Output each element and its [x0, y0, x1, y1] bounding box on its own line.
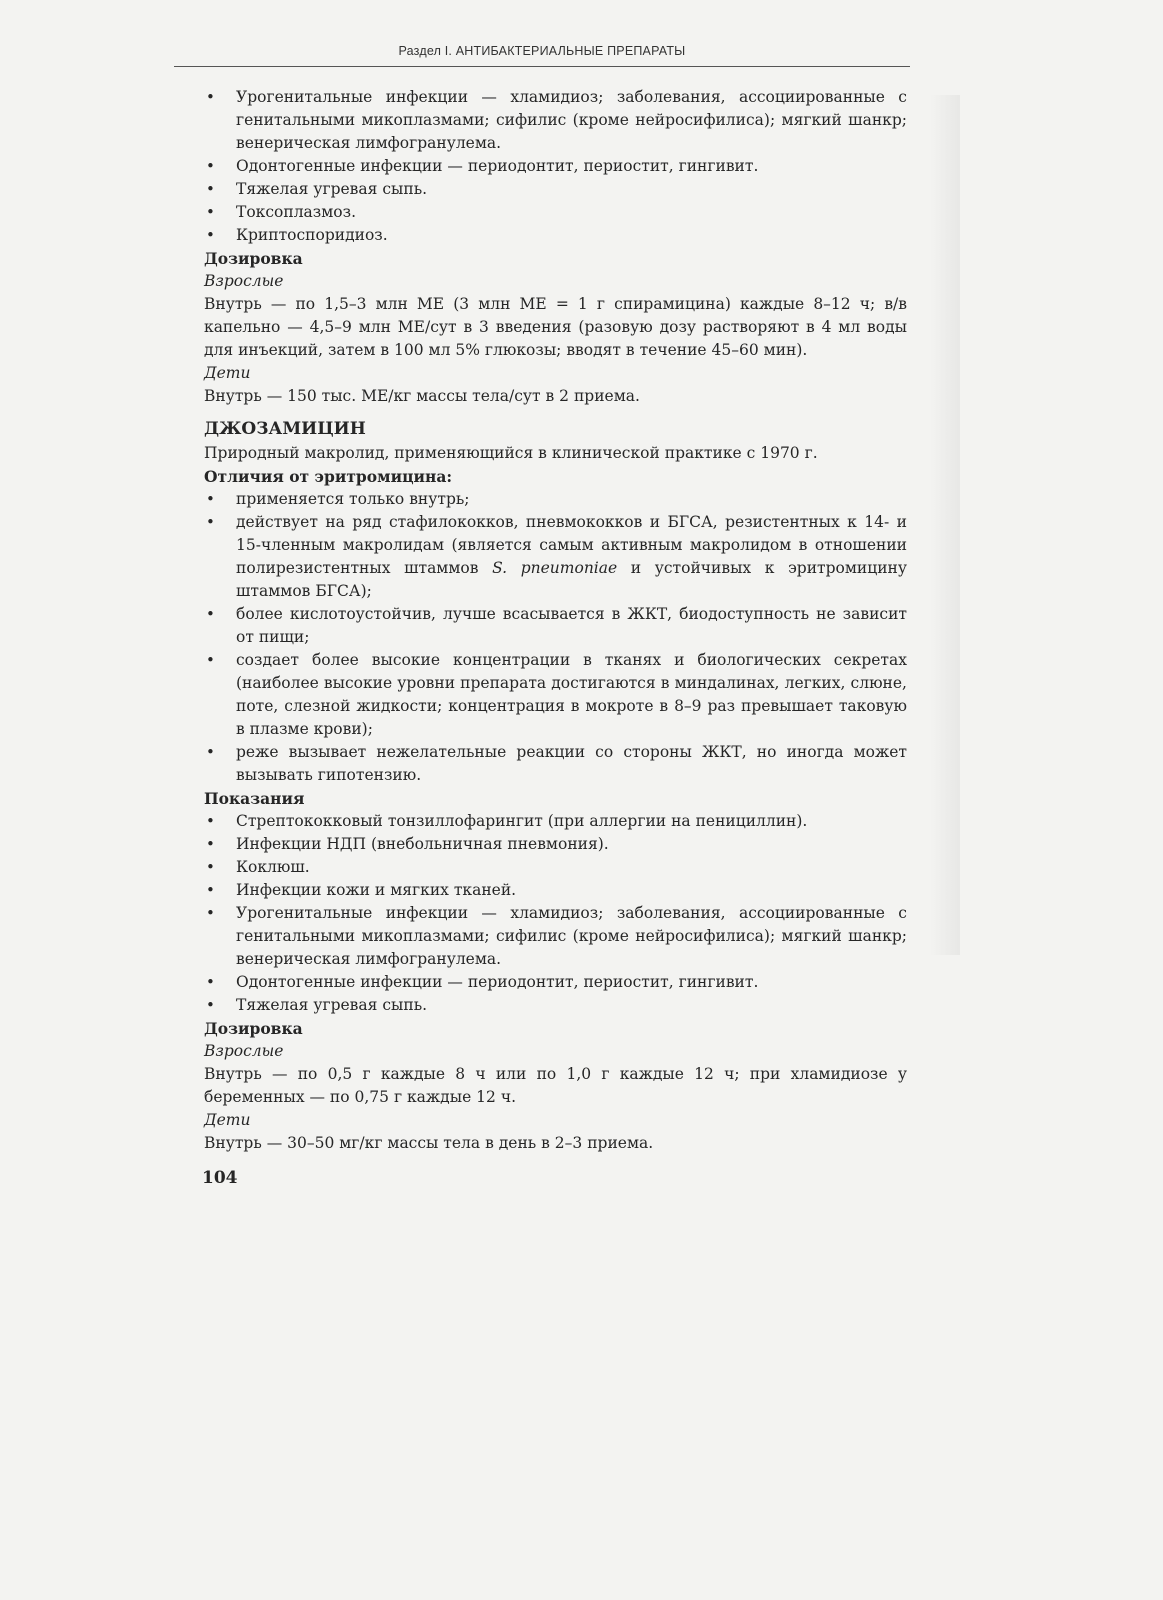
differences-list [204, 488, 907, 787]
list-item: • Урогенитальные инфекции — хламидиоз; заболевания, ассоциированные с генитальными микоплазмами; сифилис (кроме нейросифилиса); мягкий шанкр; венерическая лимфогранулема. [204, 86, 907, 155]
running-header: Раздел I. АНТИБАКТЕРИАЛЬНЫЕ ПРЕПАРАТЫ [398, 44, 686, 58]
list-item: • Инфекции кожи и мягких тканей. [204, 879, 907, 902]
children-dosage-text: Внутрь — 150 тыс. МЕ/кг массы тела/сут в 2 приема. [204, 387, 640, 405]
page-number: 104 [202, 1168, 238, 1188]
list-item: • Коклюш. [204, 856, 907, 879]
list-item: • Инфекции НДП (внебольничная пневмония). [204, 833, 907, 856]
adults-dosage-text: Внутрь — по 0,5 г каждые 8 ч или по 1,0 г каждые 12 ч; при хламидиозе у беременных — по 0,75 г каждые 12 ч. [204, 1065, 907, 1106]
list-item: • Тяжелая угревая сыпь. [204, 178, 907, 201]
list-item: • Криптоспоридиоз. [204, 224, 907, 247]
children-label: Дети [204, 364, 251, 382]
differences-heading: Отличия от эритромицина: [204, 467, 453, 486]
list-item: • создает более высокие концентрации в тканях и биологических секретах (наиболее высокие уровни препарата достигаются в миндалинах, легких, слюне, поте, слезной жидкости; концентрация в мокроте в 8–9 раз превышает таковую в плазме крови); [204, 649, 907, 741]
bleed-through-shadow [930, 95, 960, 955]
list-item: • Урогенитальные инфекции — хламидиоз; заболевания, ассоциированные с генитальными микоплазмами; сифилис (кроме нейросифилиса); мягкий шанкр; венерическая лимфогранулема. [204, 902, 907, 971]
dosage-heading: Дозировка [204, 1019, 303, 1038]
list-item: • Стрептококковый тонзиллофарингит (при аллергии на пенициллин). [204, 810, 907, 833]
children-dosage-text: Внутрь — 30–50 мг/кг массы тела в день в 2–3 приема. [204, 1134, 654, 1152]
list-item: • реже вызывает нежелательные реакции со стороны ЖКТ, но иногда может вызывать гипотензию. [204, 741, 907, 787]
top-list [204, 86, 907, 247]
indications-list [204, 810, 907, 1017]
drug-intro: Природный макролид, применяющийся в клинической практике с 1970 г. [204, 444, 818, 462]
adults-label: Взрослые [204, 1042, 284, 1060]
list-item: • Одонтогенные инфекции — периодонтит, периостит, гингивит. [204, 155, 907, 178]
list-item: • применяется только внутрь; [204, 488, 907, 511]
adults-dosage-text: Внутрь — по 1,5–3 млн МЕ (3 млн МЕ = 1 г спирамицина) каждые 8–12 ч; в/в капельно — 4,5–9 млн МЕ/сут в 3 введения (разовую дозу растворяют в 4 мл воды для инъекций, затем в 100 мл 5% глюкозы; вводят в течение 45–60 мин). [204, 295, 907, 359]
header-rule [174, 66, 910, 67]
adults-label: Взрослые [204, 272, 284, 290]
page-content [204, 86, 907, 1155]
list-item-text: действует на ряд стафилококков, пневмококков и БГСА, резистентных к 14- и 15-членным макролидам (является самым активным макролидом в отношении полирезистентных штаммов S. pneumoniae и устойчивых к эритромицину штаммов БГСА); [236, 513, 907, 600]
list-item: • более кислотоустойчив, лучше всасывается в ЖКТ, биодоступность не зависит от пищи; [204, 603, 907, 649]
children-label: Дети [204, 1111, 251, 1129]
dosage-heading: Дозировка [204, 249, 303, 268]
list-item: • Одонтогенные инфекции — периодонтит, периостит, гингивит. [204, 971, 907, 994]
species-name: S. pneumoniae [492, 559, 618, 577]
list-item [204, 511, 907, 603]
list-item: • Токсоплазмоз. [204, 201, 907, 224]
list-item: • Тяжелая угревая сыпь. [204, 994, 907, 1017]
drug-title: ДЖОЗАМИЦИН [204, 419, 366, 439]
indications-heading: Показания [204, 789, 305, 808]
